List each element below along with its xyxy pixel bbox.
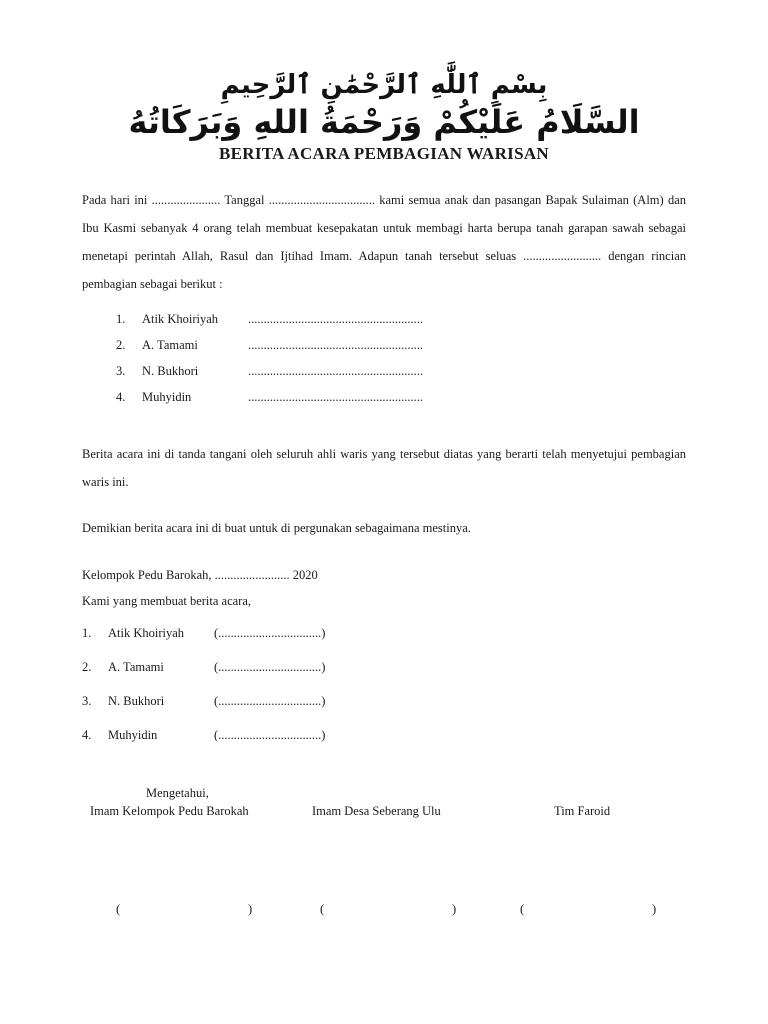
signature-close-paren: ) (652, 902, 657, 916)
basmala-calligraphy: بِسْمِ ٱللَّٰهِ ٱلرَّحْمَٰنِ ٱلرَّحِيمِ (220, 70, 548, 100)
signature-blank: (.................................) (214, 660, 326, 674)
signer-number: 4. (82, 728, 92, 742)
signature-close-paren: ) (248, 902, 253, 916)
intro-paragraph: Pada hari ini ...................... Tanggal .................................. kami semua anak dan pasangan Bapak Sulaiman (Alm) dan Ibu Kasmi sebanyak 4 orang telah membuat kesepakatan untuk membagi harta berupa tanah garapan sawah sebagai menetapi perintah Allah, Rasul dan Ijtihad Imam. Adapun tanah tersebut seluas ......................... dengan rincian pembagian sebagai berikut : (82, 193, 686, 291)
heir-number: 1. (116, 312, 126, 326)
acknowledge-label: Mengetahui, (146, 786, 209, 800)
signature-open-paren: ( (520, 902, 525, 916)
heir-number: 2. (116, 338, 126, 352)
salam-calligraphy: السَّلَامُ عَلَيْكُمْ وَرَحْمَةُ اللهِ وَبَرَكَاتُهُ (128, 103, 640, 141)
heir-share-blank: ........................................................ (248, 312, 423, 326)
signer-number: 2. (82, 660, 92, 674)
heir-share-blank: ........................................................ (248, 338, 423, 352)
witness-tim-faroid: Tim Faroid (554, 804, 611, 818)
witness-imam-kelompok: Imam Kelompok Pedu Barokah (90, 804, 249, 818)
heir-name: A. Tamami (142, 338, 198, 352)
heir-share-blank: ........................................................ (248, 364, 423, 378)
signer-number: 3. (82, 694, 92, 708)
signature-close-paren: ) (452, 902, 457, 916)
signature-open-paren: ( (320, 902, 325, 916)
heir-name: Muhyidin (142, 390, 192, 404)
signers-intro: Kami yang membuat berita acara, (82, 594, 252, 608)
signer-name: Muhyidin (108, 728, 158, 742)
signer-name: A. Tamami (108, 660, 164, 674)
signature-blank: (.................................) (214, 728, 326, 742)
witness-imam-desa: Imam Desa Seberang Ulu (312, 804, 441, 818)
document-title: BERITA ACARA PEMBAGIAN WARISAN (218, 144, 549, 163)
place-date: Kelompok Pedu Barokah, ........................ 2020 (82, 568, 318, 582)
signer-name: N. Bukhori (108, 694, 165, 708)
signer-number: 1. (82, 626, 92, 640)
signature-blank: (.................................) (214, 694, 326, 708)
closing-paragraph: Demikian berita acara ini di buat untuk di pergunakan sebagaimana mestinya. (82, 521, 471, 535)
signature-open-paren: ( (116, 902, 121, 916)
heir-number: 4. (116, 390, 126, 404)
heir-share-blank: ........................................................ (248, 390, 423, 404)
heir-name: Atik Khoiriyah (142, 312, 219, 326)
signature-blank: (.................................) (214, 626, 326, 640)
heir-number: 3. (116, 364, 126, 378)
statement-paragraph: Berita acara ini di tanda tangani oleh seluruh ahli waris yang tersebut diatas yang berarti telah menyetujui pembagian waris ini. (82, 447, 686, 489)
signer-name: Atik Khoiriyah (108, 626, 185, 640)
heir-name: N. Bukhori (142, 364, 199, 378)
